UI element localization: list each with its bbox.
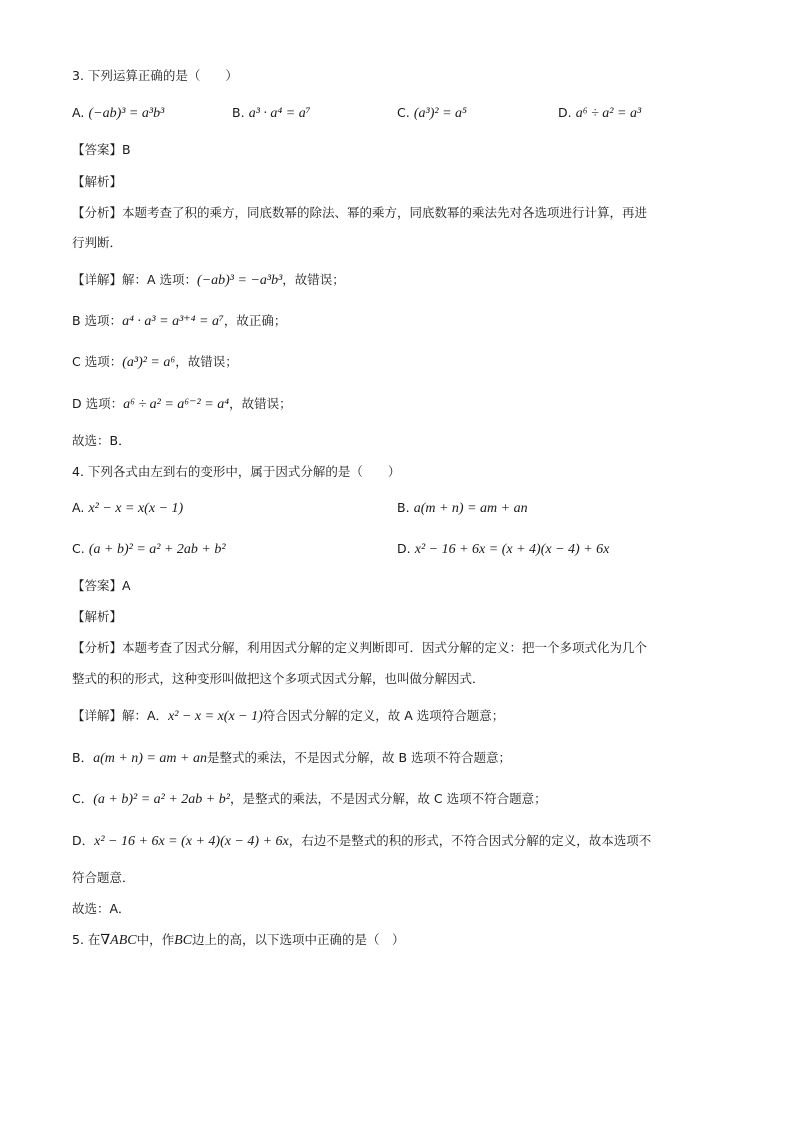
detail-prefix: 【详解】解：A 选项： xyxy=(72,272,198,287)
q3-option-b xyxy=(232,103,311,124)
detail-expression: a⁴ · a³ = a³⁺⁴ = a⁷ xyxy=(122,314,224,329)
option-label: C. xyxy=(397,105,410,120)
q4-conclusion: 故选：A． xyxy=(72,901,131,916)
detail-suffix: ，故错误； xyxy=(282,272,345,287)
option-expression: a⁶ ÷ a² = a³ xyxy=(575,106,642,121)
detail-prefix: D． xyxy=(72,833,95,848)
q4-detail-c xyxy=(72,789,722,810)
detail-suffix: 是整式的乘法，不是因式分解，故 B 选项不符合题意； xyxy=(206,750,511,765)
option-label: B. xyxy=(232,105,245,120)
q3-answer: 【答案】B xyxy=(72,142,131,157)
detail-expression: a⁶ ÷ a² = a⁶⁻² = a⁴ xyxy=(123,397,230,412)
option-expression: x² − 16 + 6x = (x + 4)(x − 4) + 6x xyxy=(414,542,610,557)
q3-detail-d xyxy=(72,394,722,415)
option-expression: a(m + n) = am + an xyxy=(413,501,528,516)
q4-detail-b xyxy=(72,748,722,769)
q3-analysis-line-2: 行判断． xyxy=(72,235,123,250)
detail-expression: (a + b)² = a² + 2ab + b² xyxy=(93,792,230,807)
question-4-stem: 4. 下列各式由左到右的变形中，属于因式分解的是（ ） xyxy=(72,464,401,479)
q3-analysis-heading: 【解析】 xyxy=(72,174,123,189)
detail-suffix: ，故错误； xyxy=(229,396,292,411)
detail-prefix: 【详解】解：A． xyxy=(72,708,169,723)
q4-analysis-line-1: 【分析】本题考查了因式分解，利用因式分解的定义判断即可．因式分解的定义：把一个多项式化为几个 xyxy=(72,640,648,655)
detail-suffix: 符合因式分解的定义，故 A 选项符合题意； xyxy=(262,708,505,723)
option-expression: (−ab)³ = a³b³ xyxy=(88,106,165,121)
q3-option-d xyxy=(558,103,641,124)
q3-conclusion: 故选：B． xyxy=(72,433,131,448)
question-3-stem: 3. 下列运算正确的是（ ） xyxy=(72,68,238,83)
option-expression: x² − x = x(x − 1) xyxy=(88,501,184,516)
q3-analysis-line-1: 【分析】本题考查了积的乘方，同底数幂的除法、幂的乘方，同底数幂的乘法先对各选项进行计算，再进 xyxy=(72,205,648,220)
option-label: D. xyxy=(558,105,572,120)
segment-expression: BC xyxy=(174,933,193,948)
detail-suffix: ，故错误； xyxy=(175,354,238,369)
q3-detail-b xyxy=(72,311,722,332)
option-expression: (a + b)² = a² + 2ab + b² xyxy=(88,542,226,557)
stem-prefix: 5. 在 xyxy=(72,932,101,947)
triangle-expression: ∇ABC xyxy=(100,933,137,948)
q4-detail-d-line-2: 符合题意． xyxy=(72,870,135,885)
option-label: D. xyxy=(397,541,411,556)
detail-suffix: ，是整式的乘法，不是因式分解，故 C 选项不符合题意； xyxy=(229,791,547,806)
q3-detail-a xyxy=(72,270,722,291)
q3-detail-c xyxy=(72,352,722,373)
question-5-stem xyxy=(72,930,722,951)
detail-prefix: C． xyxy=(72,791,94,806)
option-expression: a³ · a⁴ = a⁷ xyxy=(248,106,311,121)
option-label: A. xyxy=(72,105,85,120)
detail-prefix: C 选项： xyxy=(72,354,123,369)
q4-option-a xyxy=(72,498,183,519)
option-label: A. xyxy=(72,500,85,515)
stem-middle: 中，作 xyxy=(136,932,175,947)
option-label: C. xyxy=(72,541,85,556)
q3-option-c xyxy=(397,103,467,124)
detail-prefix: B 选项： xyxy=(72,313,123,328)
q3-option-a xyxy=(72,103,164,124)
q4-detail-a xyxy=(72,706,722,727)
q4-analysis-heading: 【解析】 xyxy=(72,609,123,624)
option-expression: (a³)² = a⁵ xyxy=(413,106,467,121)
q4-analysis-line-2: 整式的积的形式，这种变形叫做把这个多项式因式分解，也叫做分解因式． xyxy=(72,671,485,686)
q4-answer: 【答案】A xyxy=(72,578,131,593)
detail-suffix: ，右边不是整式的积的形式，不符合因式分解的定义，故本选项不 xyxy=(288,833,652,848)
detail-expression: (−ab)³ = −a³b³ xyxy=(197,273,283,288)
option-label: B. xyxy=(397,500,410,515)
detail-expression: a(m + n) = am + an xyxy=(93,751,207,766)
detail-expression: x² − 16 + 6x = (x + 4)(x − 4) + 6x xyxy=(94,834,289,849)
q4-option-c xyxy=(72,539,226,560)
q4-detail-d xyxy=(72,831,722,852)
detail-prefix: B． xyxy=(72,750,94,765)
q4-option-b xyxy=(397,498,528,519)
detail-expression: (a³)² = a⁶ xyxy=(122,355,176,370)
q4-option-d xyxy=(397,539,609,560)
detail-prefix: D 选项： xyxy=(72,396,124,411)
stem-suffix: 边上的高，以下选项中正确的是（ ） xyxy=(192,932,405,947)
detail-suffix: ，故正确； xyxy=(223,313,287,328)
detail-expression: x² − x = x(x − 1) xyxy=(168,709,263,724)
